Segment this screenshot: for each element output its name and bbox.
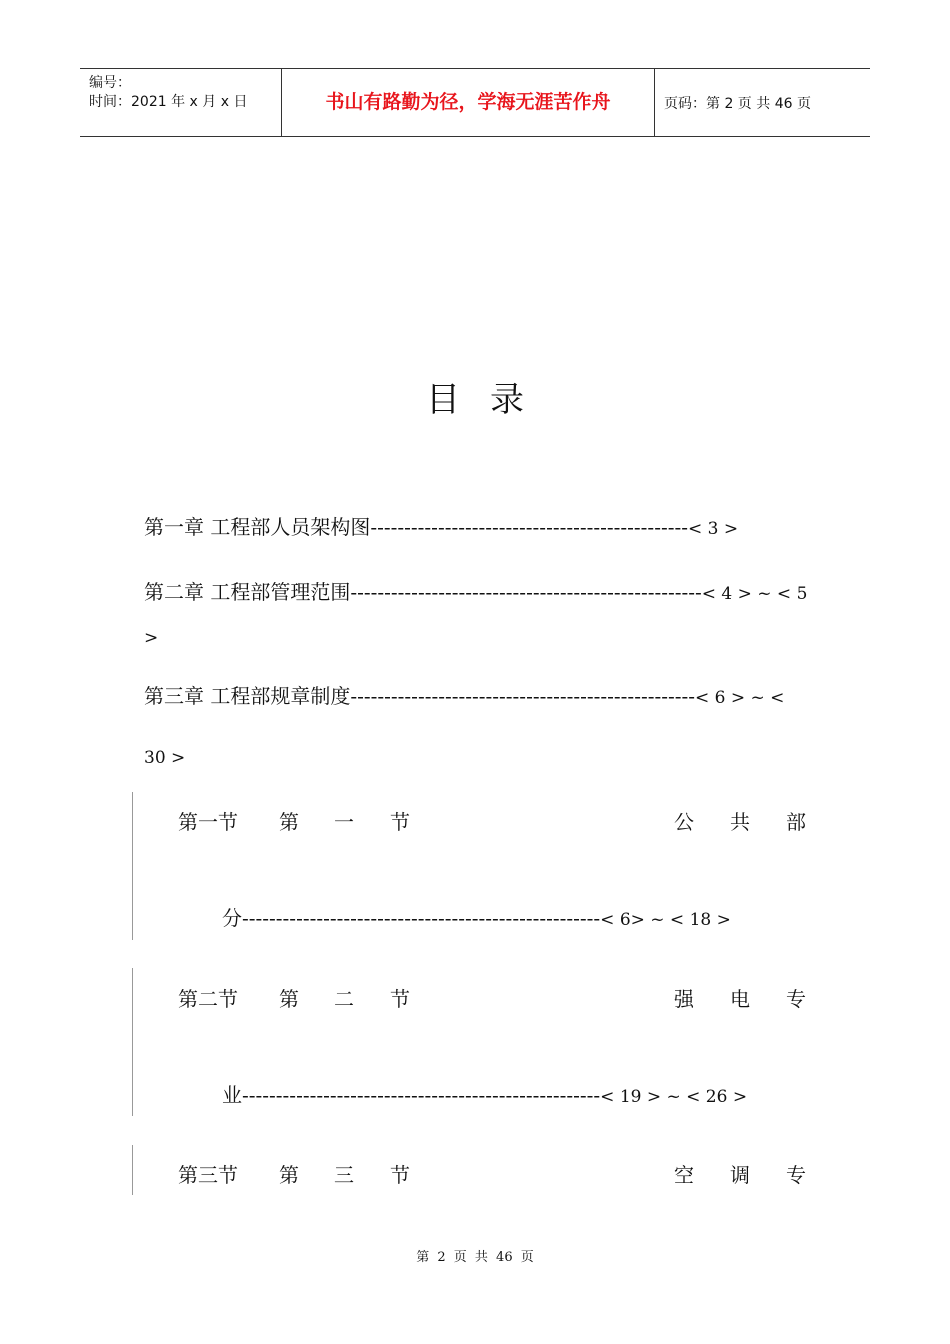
toc-page-range: < 6> ~ < 18 > [600,910,731,930]
toc-chapter-title: 第一章 工程部人员架构图 [144,515,371,539]
header-left-cell [80,69,282,136]
section-word: 强 [674,987,694,1011]
toc-leader-dashes: --------------------------------------------------- [350,684,696,708]
header-motto: 书山有路勤为径，学海无涯苦作舟 [282,69,655,136]
toc-page-range: < 6 > ~ < [695,688,785,708]
toc-leader-dashes: ----------------------------------------------------- [242,1083,601,1107]
toc-entry-chapter-2 [144,580,807,606]
toc-leader-dashes: ---------------------------------------------------- [350,580,702,604]
number-label: 编号： [89,75,131,91]
section-word: 第 [279,987,299,1011]
section-continuation [222,906,731,932]
document-title: 目录 [426,380,554,420]
section-word: 部 [786,810,806,834]
page-footer: 第 2 页 共 46 页 [416,1250,534,1265]
toc-entry-chapter-3 [144,684,784,710]
section-label: 第二节 [178,987,238,1011]
section-word: 节 [390,987,410,1011]
page-header [80,68,870,137]
section-word: 第 [279,1163,299,1187]
toc-entry-chapter-1 [144,515,738,541]
section-word: 第 [279,810,299,834]
section-word: 专 [786,1163,806,1187]
section-word: 共 [730,810,750,834]
section-word: 公 [674,810,694,834]
section-cont-word: 业 [222,1083,242,1107]
toc-leader-dashes: ----------------------------------------------- [370,515,688,539]
page-info: 页码：第 2 页 共 46 页 [664,96,811,112]
section-label: 第三节 [178,1163,238,1187]
section-word: 电 [730,987,750,1011]
section-word: 节 [390,1163,410,1187]
toc-page-range: < 3 > [687,519,739,539]
section-word: 一 [334,810,354,834]
toc-page-range: < 19 > ~ < 26 > [600,1087,748,1107]
header-right-cell [655,69,870,136]
section-divider [132,1145,133,1195]
section-cont-word: 分 [222,906,242,930]
toc-page-range-tail: 30 > [144,748,186,768]
section-divider [132,792,133,940]
section-word: 节 [390,810,410,834]
toc-chapter-title: 第二章 工程部管理范围 [144,580,351,604]
section-word: 调 [730,1163,750,1187]
section-label: 第一节 [178,810,238,834]
toc-chapter-title: 第三章 工程部规章制度 [144,684,351,708]
section-continuation [222,1083,747,1109]
toc-page-range-tail: > [144,628,159,648]
section-word: 三 [334,1163,354,1187]
toc-leader-dashes: ----------------------------------------------------- [242,906,601,930]
toc-page-range: < 4 > ~ < 5 [701,584,808,604]
section-word: 二 [334,987,354,1011]
section-divider [132,968,133,1116]
section-word: 专 [786,987,806,1011]
time-label: 时间：2021 年 x 月 x 日 [89,94,248,110]
section-word: 空 [674,1163,694,1187]
